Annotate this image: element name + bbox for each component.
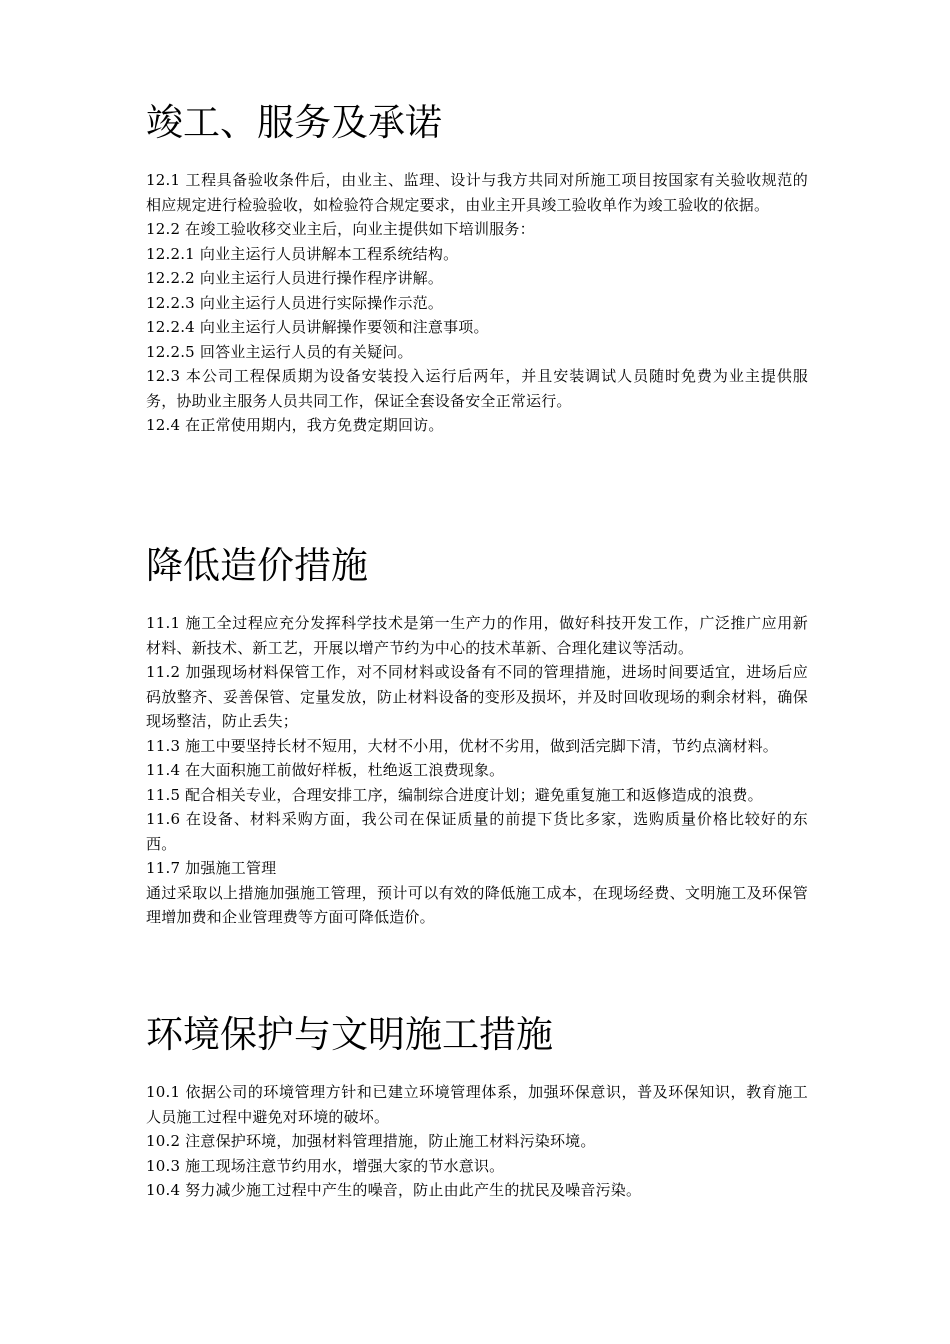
section-heading: 竣工、服务及承诺 [146, 101, 442, 144]
section-environmental-protection [146, 1012, 808, 1203]
paragraph: 12.2.4 向业主运行人员讲解操作要领和注意事项。 [146, 318, 489, 336]
paragraph: 11.4 在大面积施工前做好样板，杜绝返工浪费现象。 [146, 761, 505, 779]
paragraph: 11.2 加强现场材料保管工作，对不同材料或设备有不同的管理措施，进场时间要适宜，进场后应码放整齐、妥善保管、定量发放，防止材料设备的变形及损坏，并及时回收现场的剩余材料，确保现场整洁，防止丢失； [146, 663, 808, 730]
section-completion-service [146, 100, 808, 438]
paragraph: 11.3 施工中要坚持长材不短用，大材不小用，优材不劣用，做到活完脚下清，节约点滴材料。 [146, 736, 778, 755]
paragraph: 10.2 注意保护环境，加强材料管理措施，防止施工材料污染环境。 [146, 1132, 596, 1150]
paragraph: 通过采取以上措施加强施工管理，预计可以有效的降低施工成本，在现场经费、文明施工及环保管理增加费和企业管理费等方面可降低造价。 [146, 883, 808, 926]
paragraph: 12.4 在正常使用期内，我方免费定期回访。 [146, 416, 444, 434]
paragraph: 12.2.5 回答业主运行人员的有关疑问。 [146, 342, 413, 361]
paragraph: 12.2 在竣工验收移交业主后，向业主提供如下培训服务： [146, 220, 535, 238]
paragraph: 11.7 加强施工管理 [146, 859, 277, 877]
paragraph: 12.2.3 向业主运行人员进行实际操作示范。 [146, 293, 444, 312]
paragraph: 11.6 在设备、材料采购方面，我公司在保证质量的前提下货比多家，选购质量价格比较好的东西。 [146, 810, 808, 853]
section-body [146, 168, 808, 438]
paragraph: 12.1 工程具备验收条件后，由业主、监理、设计与我方共同对所施工项目按国家有关验收规范的相应规定进行检验验收，如检验符合规定要求，由业主开具竣工验收单作为竣工验收的依据。 [146, 171, 808, 214]
paragraph: 10.4 努力减少施工过程中产生的噪音，防止由此产生的扰民及噪音污染。 [146, 1181, 642, 1199]
paragraph: 10.3 施工现场注意节约用水，增强大家的节水意识。 [146, 1156, 505, 1175]
paragraph: 12.2.1 向业主运行人员讲解本工程系统结构。 [146, 244, 459, 263]
paragraph: 11.5 配合相关专业，合理安排工序，编制综合进度计划；避免重复施工和返修造成的浪费。 [146, 785, 763, 804]
paragraph: 11.1 施工全过程应充分发挥科学技术是第一生产力的作用，做好科技开发工作，广泛推广应用新材料、新技术、新工艺，开展以增产节约为中心的技术革新、合理化建议等活动。 [146, 614, 808, 657]
section-body [146, 1080, 808, 1203]
paragraph: 12.3 本公司工程保质期为设备安装投入运行后两年，并且安装调试人员随时免费为业主提供服务，协助业主服务人员共同工作，保证全套设备安全正常运行。 [146, 367, 808, 410]
section-heading: 降低造价措施 [146, 544, 368, 587]
section-cost-reduction [146, 543, 808, 930]
section-body [146, 611, 808, 930]
paragraph: 10.1 依据公司的环境管理方针和已建立环境管理体系，加强环保意识，普及环保知识，教育施工人员施工过程中避免对环境的破坏。 [146, 1083, 808, 1126]
paragraph: 12.2.2 向业主运行人员进行操作程序讲解。 [146, 269, 444, 287]
section-heading: 环境保护与文明施工措施 [146, 1013, 553, 1056]
